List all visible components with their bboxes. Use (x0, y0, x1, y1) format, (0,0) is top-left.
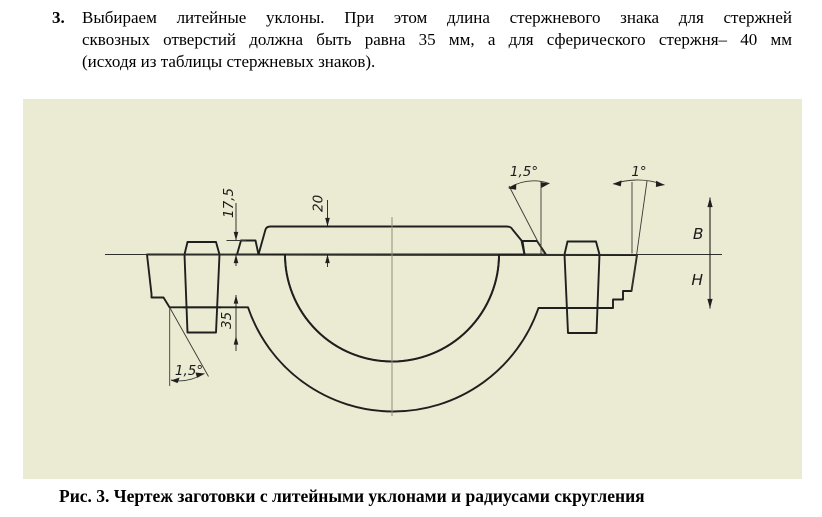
dim-arrowhead (234, 232, 239, 241)
mold-arrowhead-down (707, 299, 712, 309)
draft-angle-top-left-label: 1,5° (509, 164, 539, 180)
paragraph-line: сквозных отверстий должна быть равна 35 мм, а для сферического стержня– 40 мм (82, 30, 792, 49)
draft-ref-slant (509, 186, 544, 253)
dim-arrowhead (234, 255, 239, 264)
dim-arrowhead (234, 295, 239, 304)
paragraph-line: (исходя из таблицы стержневых знаков). (82, 52, 376, 71)
core-print-left (185, 242, 220, 333)
arc-arrowhead (656, 181, 665, 187)
mold-lower-label: H (691, 271, 703, 289)
draft-angle-bottom-left-label: 1,5° (174, 363, 204, 379)
drawing-panel (23, 99, 802, 479)
casting-drawing (23, 99, 802, 479)
paragraph-number: 3. (52, 8, 65, 27)
body-right-boss (523, 241, 547, 255)
paragraph-line: Выбираем литейные уклоны. При этом длина стержневого знака для стержней (82, 8, 792, 27)
mold-upper-label: B (692, 225, 704, 243)
draft-angle-top-right-label: 1° (631, 164, 647, 180)
dim-17-5-label: 17,5 (221, 187, 237, 218)
mold-arrowhead-up (707, 198, 712, 208)
dim-20-label: 20 (310, 194, 327, 212)
dim-35-label: 35 (219, 311, 235, 329)
body-left-boss (237, 241, 259, 255)
paragraph-item-3 (52, 7, 792, 73)
draft-ref-slant (632, 181, 648, 291)
dim-arrowhead (325, 218, 330, 227)
dim-arrowhead (325, 255, 330, 264)
dim-arrowhead (234, 336, 239, 345)
figure-caption: Рис. 3. Чертеж заготовки с литейными уклонами и радиусами скругления (59, 486, 645, 506)
